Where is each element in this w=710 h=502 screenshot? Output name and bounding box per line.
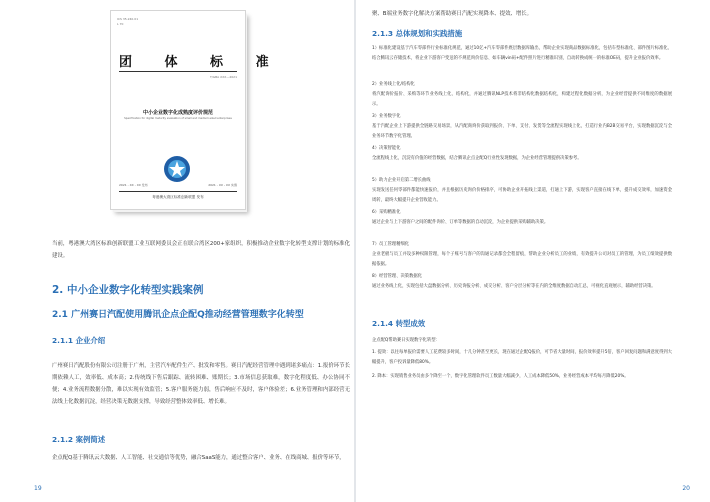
plan-item-8: 通过业务线上化，实现包括大盘数据分析、历史询报分析、成交分析、客户分层分析等在内的全维度数据自动汇总，可视化直观展示，辅助经营决策。 — [372, 284, 656, 289]
right-page — [356, 0, 710, 502]
plan-item-2-title: 2）业务线上化/结构化 — [372, 82, 415, 87]
seal-icon — [163, 155, 191, 183]
plan-item-4: 全流程线上化，沉淀有价值的经营数据，结合腾讯企点企配Q行业性发现数据，为企业经营管理提供决策参考。 — [372, 156, 582, 161]
left-page — [0, 0, 354, 502]
cover-publisher: 粤港澳大湾区标准创新联盟 发布 — [152, 195, 204, 199]
plan-item-5: 实现发送任何零部件都能快速报价，并且根据历史询价价格排序，可协助企业开拓线上渠道，打通上下游，实现客户直接在线下单，提升成交效率，加速资金周转，最终大幅提升企业营收能力。 — [372, 188, 672, 203]
result-intro: 企点配Q帮助赛日实现数字化转型： — [372, 338, 440, 343]
result-heading: 2.1.4 转型成效 — [372, 319, 426, 328]
cover-subtitle: Specification for digital maturity evaluation of small and medium-sized enterprises — [124, 117, 232, 120]
plan-item-8-title: 8）经营管理、决策数据化 — [372, 274, 422, 279]
plan-item-1: 1）标准化建设基于汽车零部件行业标准化规范，通过10亿+汽车零部件底层数据库输出，帮助企业实现商品数据标准化，包括车型标准化、部件图片标准化、结合腾讯云存储技术，将企业下游客户变送的不规范询价信息、如车辆vin码+配件照片进行精准识别，自动转换成统一的标准OE码，提升企业报价效率。 — [372, 46, 672, 61]
plan-item-6-title: 6）采购精准化 — [372, 210, 401, 215]
plan-heading: 2.1.3 总体规划和实践措施 — [372, 29, 463, 38]
cover-rule-bottom — [119, 191, 237, 192]
cover-title: 中小企业数字化成熟度评价规范 — [142, 110, 213, 116]
case-brief-heading: 2.1.2 案例简述 — [52, 435, 106, 444]
carryover-paragraph: 聚、B端业务数字化解决方案帮助赛日汽配实现降本、提效、增长。 — [372, 11, 533, 17]
cover-standard-label: 团 体 标 准 — [119, 55, 283, 70]
plan-item-3-title: 3）业务数字化 — [372, 114, 401, 119]
result-item-2: 2. 降本：实现销售业务员由多个降至一个，数字化管理软件员工数量大幅减少，人工成本降低50%，业务经营成本平均每月降低20%。 — [372, 374, 629, 379]
cover-effective-date: 2021 - XX - XX 实施 — [208, 183, 237, 187]
cover-standard-number: T/GBA XXX—2021 — [209, 75, 237, 79]
cover-issue-date: 2021 - XX - XX 发布 — [119, 183, 148, 187]
plan-item-2: 将汽配询价报价、采购等环节业务线上化、结构化，并通过腾讯NLP技术将非结构化数据结构化，构建过程化数据分析，为企业经营提供不同维度的数据展示。 — [372, 92, 672, 107]
case-brief-paragraph: 企点配Q基于腾讯云大数据、人工智能、社交通信等优势，融合SaaS能力，通过整合客户、业务、在线商城、报价等环节， — [52, 455, 345, 461]
cover-code-l: L 70 — [117, 22, 124, 26]
case-heading: 2.1 广州赛日汽配使用腾讯企点企配Q推动经营管理数字化转型 — [52, 310, 304, 320]
plan-item-7: 企业老板与员工并设多种权限管理，每个子账号与客户的沟通记录都会全程留痕，帮助企业分析员工的业绩，有效提升公司对员工的管理，为员工绩效提供数据依据。 — [372, 252, 672, 267]
result-item-1: 1. 提效：以往每单报价需要人工花费较多时间，十几分钟甚至更长，现在通过企配Q报价，可节省大量时间，报价效率提升5倍，客户回复问题和满意度得到大幅提升，客户投诉量降低80%。 — [372, 350, 672, 365]
cover-code-ics: ICS 35.240.01 — [117, 17, 139, 21]
plan-item-7-title: 7）员工管理精细化 — [372, 242, 410, 247]
plan-item-5-title: 5）助力企业开启第二增长曲线 — [372, 178, 431, 183]
company-intro-paragraph: 广州赛日汽配股份有限公司注册于广州，主营汽车配件生产、批发和零售。赛日汽配经营管理中遇到诸多痛点：1.报价环节长期依赖人工，效率低、成本高；2.传统线下售后跟踪、流转困难、账期长；3.市场信息获取难，数字化程度低、办公协同不便；4.业务流程数据分散，难以实现有效监管；5.客户服务能力弱，售后响应不及时，客户体验差；6.业务管理和内部经营无法线上化数据沉淀，经营决策无数据支撑，导致经营整体效率低、增长难。 — [52, 363, 350, 405]
intro-paragraph: 当前，粤港澳大湾区标准创新联盟工业互联网委员会正在联合湾区200+家组织，积极推动企业数字化转型支撑计划的标准化建设。 — [52, 241, 350, 259]
plan-item-4-title: 4）决策智能化 — [372, 146, 401, 151]
standard-cover — [110, 10, 283, 210]
plan-item-3: 基于汽配企业上下游提供全链路交易场景，从汽配商询价获取到报价、下单、支付、发货等全流程实现线上化，打造行业内B2B交易平台，实现数据沉淀与全业务环节数字化管理。 — [372, 124, 672, 139]
company-intro-heading: 2.1.1 企业介绍 — [52, 336, 106, 345]
cover-rule-top — [119, 71, 237, 72]
page-number-right: 20 — [682, 485, 690, 492]
plan-item-6: 通过企业与上下游客户之间的配件询价、订单等数据的自动沉淀，为企业提供采购辅助决策。 — [372, 220, 549, 225]
section-heading: 2. 中小企业数字化转型实践案例 — [52, 284, 204, 296]
page-number-left: 19 — [34, 485, 42, 492]
